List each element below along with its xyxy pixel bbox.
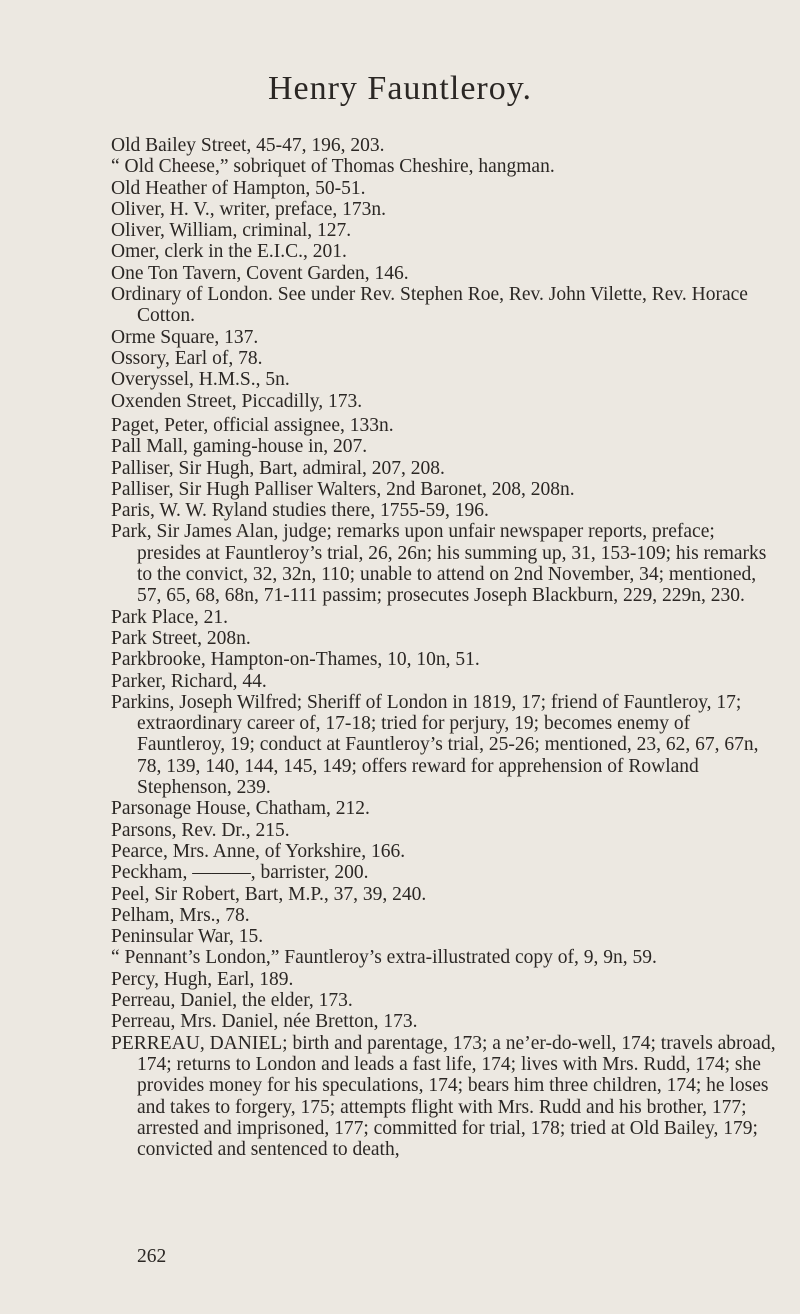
index-entry: Parkins, Joseph Wilfred; Sheriff of London in 1819, 17; friend of Fauntleroy, 17; extraordinary career of, 17-18; tried for perjury, 19; becomes enemy of Fauntleroy, 19; conduct at Fauntleroy’s trial, 25-26; mentioned, 23, 62, 67, 67n, 78, 139, 140, 144, 145, 149; offers reward for apprehension of Rowland Stephenson, 239. bbox=[111, 691, 759, 799]
running-header: Henry Fauntleroy. bbox=[267, 70, 533, 107]
index-entry: Paris, W. W. Ryland studies there, 1755-59, 196. bbox=[111, 500, 489, 522]
index-entry: Park Street, 208n. bbox=[111, 627, 251, 649]
index-entry: Perreau, Mrs. Daniel, née Bretton, 173. bbox=[111, 1011, 418, 1033]
index-entry: One Ton Tavern, Covent Garden, 146. bbox=[111, 262, 409, 284]
index-entry: Percy, Hugh, Earl, 189. bbox=[111, 968, 294, 990]
index-entry: Peel, Sir Robert, Bart, M.P., 37, 39, 240. bbox=[111, 883, 427, 905]
index-entry: Parsons, Rev. Dr., 215. bbox=[111, 819, 290, 841]
index-entry: “ Pennant’s London,” Fauntleroy’s extra-illustrated copy of, 9, 9n, 59. bbox=[111, 947, 657, 969]
index-entry: Paget, Peter, official assignee, 133n. bbox=[111, 415, 394, 436]
index-entry: Park Place, 21. bbox=[111, 606, 228, 628]
index-entry: Old Heather of Hampton, 50-51. bbox=[111, 177, 366, 199]
index-entry: Oliver, H. V., writer, preface, 173n. bbox=[111, 198, 386, 220]
index-entry: Pearce, Mrs. Anne, of Yorkshire, 166. bbox=[111, 840, 406, 862]
index-entry: “ Old Cheese,” sobriquet of Thomas Cheshire, hangman. bbox=[111, 156, 555, 178]
index-entry: Peckham, ———, barrister, 200. bbox=[111, 862, 369, 884]
index-entry: Oxenden Street, Piccadilly, 173. bbox=[111, 390, 363, 412]
index-entry: Perreau, Daniel, the elder, 173. bbox=[111, 990, 353, 1012]
index-entry: Parsonage House, Chatham, 212. bbox=[111, 798, 370, 820]
index-entry: Parkbrooke, Hampton-on-Thames, 10, 10n, 51. bbox=[111, 649, 480, 671]
index-entry: Ordinary of London. See under Rev. Stephen Roe, Rev. John Vilette, Rev. Horace Cotton. bbox=[111, 284, 748, 327]
index-entry: Parker, Richard, 44. bbox=[111, 670, 267, 692]
index-section-o bbox=[111, 135, 781, 412]
index-entry: Pall Mall, gaming-house in, 207. bbox=[111, 436, 368, 458]
index-entry: Park, Sir James Alan, judge; remarks upon unfair newspaper reports, preface; presides at Fauntleroy’s trial, 26, 26n; his summing up, 31, 153-109; his remarks to the convict, 32, 32n, 110; unable to attend on 2nd November, 34; mentioned, 57, 65, 68, 68n, 71-111 passim; prosecutes Joseph Blackburn, 229, 229n, 230. bbox=[111, 521, 767, 607]
index-entry: Oliver, William, criminal, 127. bbox=[111, 220, 352, 242]
index-entry: Old Bailey Street, 45-47, 196, 203. bbox=[111, 135, 385, 156]
index-entry: Palliser, Sir Hugh, Bart, admiral, 207, 208. bbox=[111, 457, 445, 479]
index-entry: Peninsular War, 15. bbox=[111, 926, 264, 948]
index-entry: Palliser, Sir Hugh Palliser Walters, 2nd Baronet, 208, 208n. bbox=[111, 478, 575, 500]
index-entry: Omer, clerk in the E.I.C., 201. bbox=[111, 241, 347, 263]
index-entry: Ossory, Earl of, 78. bbox=[111, 347, 263, 369]
index-section-p bbox=[111, 415, 781, 1160]
page-number: 262 bbox=[137, 1246, 167, 1267]
index-entry: PERREAU, DANIEL; birth and parentage, 173; a ne’er-do-well, 174; travels abroad, 174; returns to London and leads a fast life, 174; lives with Mrs. Rudd, 174; she provides money for his speculations, 174; bears him three children, 174; he loses and takes to forgery, 175; attempts flight with Mrs. Rudd and his brother, 177; arrested and imprisoned, 177; committed for trial, 178; tried at Old Bailey, 179; convicted and sentenced to death, bbox=[111, 1032, 776, 1161]
index-entry: Orme Square, 137. bbox=[111, 326, 259, 348]
index-entry: Overyssel, H.M.S., 5n. bbox=[111, 369, 290, 391]
index-entry: Pelham, Mrs., 78. bbox=[111, 904, 250, 926]
